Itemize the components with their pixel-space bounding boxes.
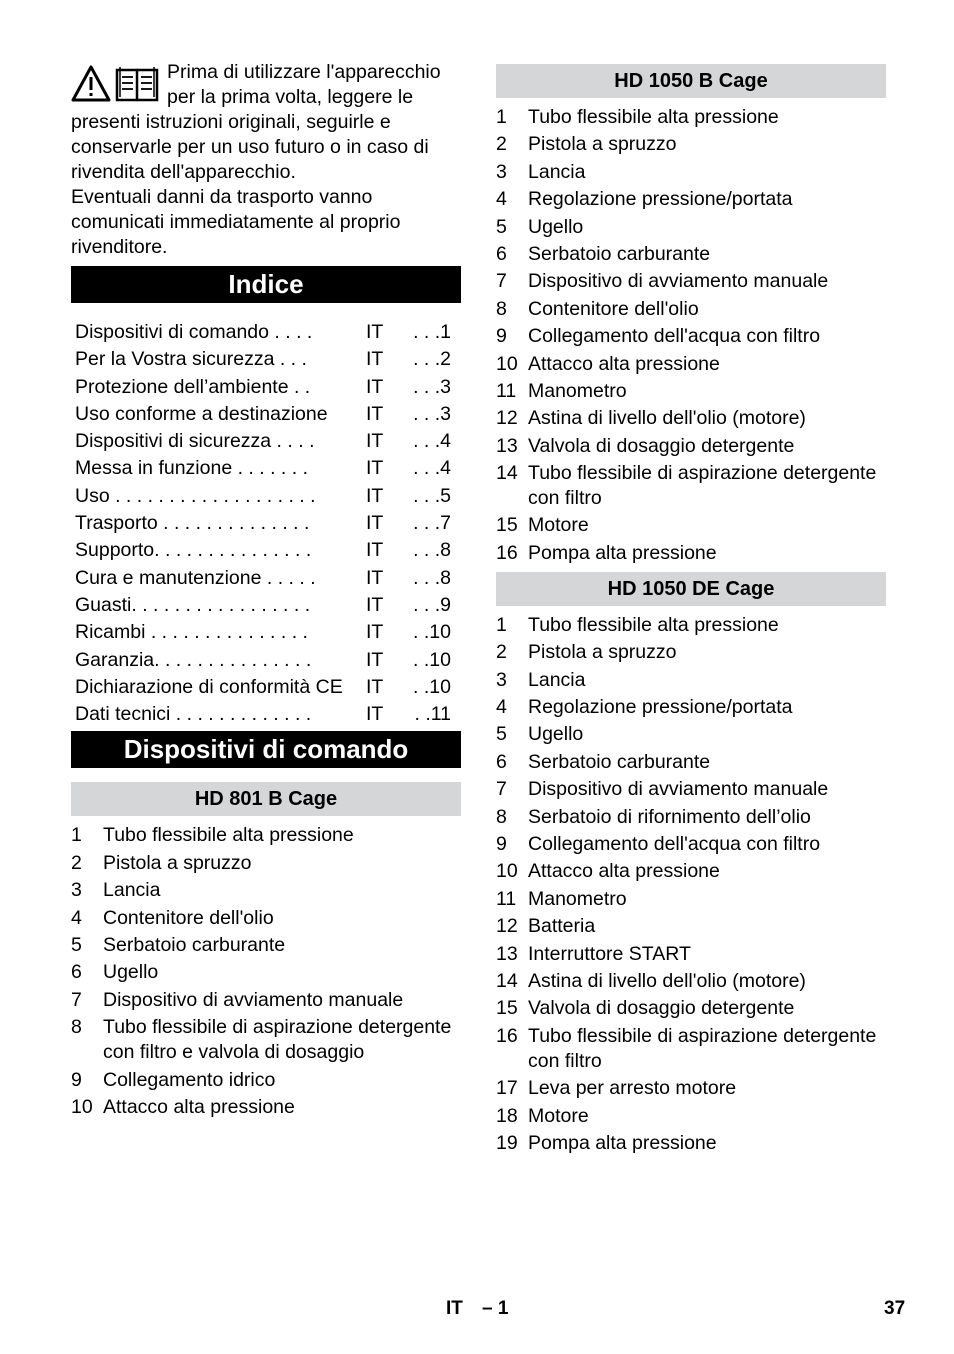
- right-column: [496, 60, 886, 1158]
- list-item: 18 Motore: [496, 1104, 589, 1127]
- list-item: 6 Ugello: [71, 961, 159, 984]
- intro-paragraph: Eventuali danni da trasporto vanno comunicati immediatamente al proprio rivenditore.: [71, 186, 401, 258]
- toc-entry[interactable]: Ricambi . . . . . . . . . . . . . . . IT . .10: [75, 621, 451, 644]
- list-item: 11 Manometro: [496, 379, 627, 402]
- list-item: 8 Tubo flessibile di aspirazione detergente con filtro e valvola di dosaggio: [71, 1016, 452, 1064]
- page-number: 37: [884, 1298, 906, 1319]
- list-item: 13 Interruttore START: [496, 942, 691, 965]
- list-item: 11 Manometro: [496, 887, 627, 910]
- toc-entry[interactable]: Per la Vostra sicurezza . . . IT . . .2: [75, 348, 451, 371]
- list-item: 9 Collegamento idrico: [71, 1068, 276, 1091]
- list-item: 15 Valvola di dosaggio detergente: [496, 997, 795, 1020]
- list-item: 10 Attacco alta pressione: [496, 352, 720, 375]
- toc-entry[interactable]: Dati tecnici . . . . . . . . . . . . . IT . .11: [75, 703, 451, 726]
- notice-icons: [71, 64, 161, 104]
- list-item: 5 Ugello: [496, 215, 584, 238]
- list-item: 14 Astina di livello dell'olio (motore): [496, 969, 806, 992]
- list-item: 3 Lancia: [496, 668, 586, 691]
- intro-notice: [71, 60, 461, 260]
- list-item: 4 Contenitore dell'olio: [71, 906, 274, 929]
- list-item: 2 Pistola a spruzzo: [496, 133, 677, 156]
- manual-book-icon: [117, 67, 157, 100]
- controls-heading: Dispositivi di comando: [71, 731, 461, 768]
- list-item: 3 Lancia: [496, 160, 586, 183]
- list-item: 8 Serbatoio di rifornimento dell’olio: [496, 805, 811, 828]
- list-item: 2 Pistola a spruzzo: [496, 641, 677, 664]
- list-item: 4 Regolazione pressione/portata: [496, 188, 793, 211]
- list-item: 14 Tubo flessibile di aspirazione detergente con filtro: [496, 462, 877, 510]
- toc-entry[interactable]: Supporto. . . . . . . . . . . . . . . IT . . .8: [75, 539, 451, 562]
- intro-paragraph: Prima di utilizzare l'apparecchio per la prima volta, leggere le presenti istruzioni originali, seguirle e conservarle per un uso futuro o in caso di rivendita dell'apparecchio.: [71, 61, 441, 183]
- toc-entry[interactable]: Garanzia. . . . . . . . . . . . . . . IT . .10: [75, 648, 451, 671]
- list-item: 12 Batteria: [496, 915, 596, 938]
- list-item: 19 Pompa alta pressione: [496, 1131, 717, 1154]
- list-item: 4 Regolazione pressione/portata: [496, 696, 793, 719]
- toc-entry[interactable]: Dichiarazione di conformità CE IT . .10: [75, 675, 451, 698]
- list-item: 17 Leva per arresto motore: [496, 1077, 737, 1100]
- list-item: 8 Contenitore dell'olio: [496, 297, 699, 320]
- toc-entry[interactable]: Guasti. . . . . . . . . . . . . . . . . IT . . .9: [75, 593, 451, 616]
- list-item: 13 Valvola di dosaggio detergente: [496, 434, 795, 457]
- list-item: 16 Pompa alta pressione: [496, 541, 717, 564]
- footer-language: IT: [446, 1298, 463, 1319]
- toc-entry[interactable]: Trasporto . . . . . . . . . . . . . . IT . . .7: [75, 512, 451, 535]
- toc-entry[interactable]: Dispositivi di sicurezza . . . . IT . . .4: [75, 430, 451, 453]
- list-item: 1 Tubo flessibile alta pressione: [71, 824, 354, 847]
- hd1050b-parts-list: [496, 105, 886, 566]
- hd801-parts-list: [71, 823, 461, 1120]
- toc-entry[interactable]: Dispositivi di comando . . . . IT . . .1: [75, 321, 451, 343]
- toc-entry[interactable]: Uso conforme a destinazione IT . . .3: [75, 402, 451, 425]
- toc-entry[interactable]: Uso . . . . . . . . . . . . . . . . . . . IT . . .5: [75, 484, 451, 507]
- list-item: 10 Attacco alta pressione: [496, 860, 720, 883]
- footer-page-label: – 1: [482, 1298, 509, 1319]
- list-item: 1 Tubo flessibile alta pressione: [496, 106, 779, 128]
- list-item: 16 Tubo flessibile di aspirazione detergente con filtro: [496, 1024, 877, 1072]
- list-item: 1 Tubo flessibile alta pressione: [496, 613, 779, 636]
- list-item: 7 Dispositivo di avviamento manuale: [496, 270, 829, 293]
- list-item: 10 Attacco alta pressione: [71, 1095, 295, 1118]
- list-item: 6 Serbatoio carburante: [496, 750, 711, 773]
- hd1050de-parts-list: [496, 613, 886, 1156]
- index-heading: Indice: [71, 266, 461, 303]
- list-item: 6 Serbatoio carburante: [496, 242, 711, 265]
- list-item: 9 Collegamento dell'acqua con filtro: [496, 832, 821, 855]
- warning-icon: [73, 67, 109, 100]
- table-of-contents: [71, 319, 461, 728]
- list-item: 9 Collegamento dell'acqua con filtro: [496, 325, 821, 348]
- hd801-heading: HD 801 B Cage: [71, 782, 461, 816]
- list-item: 12 Astina di livello dell'olio (motore): [496, 407, 806, 430]
- list-item: 5 Ugello: [496, 723, 584, 746]
- list-item: 15 Motore: [496, 514, 589, 537]
- hd1050b-heading: HD 1050 B Cage: [496, 64, 886, 98]
- list-item: 7 Dispositivo di avviamento manuale: [496, 778, 829, 801]
- list-item: 5 Serbatoio carburante: [71, 934, 286, 957]
- toc-entry[interactable]: Protezione dell’ambiente . . IT . . .3: [75, 375, 451, 398]
- list-item: 3 Lancia: [71, 879, 161, 902]
- toc-entry[interactable]: Messa in funzione . . . . . . . IT . . .4: [75, 457, 451, 480]
- list-item: 7 Dispositivo di avviamento manuale: [71, 988, 404, 1011]
- hd1050de-heading: HD 1050 DE Cage: [496, 572, 886, 606]
- toc-entry[interactable]: Cura e manutenzione . . . . . IT . . .8: [75, 566, 451, 589]
- left-column: [71, 60, 461, 1122]
- list-item: 2 Pistola a spruzzo: [71, 851, 252, 874]
